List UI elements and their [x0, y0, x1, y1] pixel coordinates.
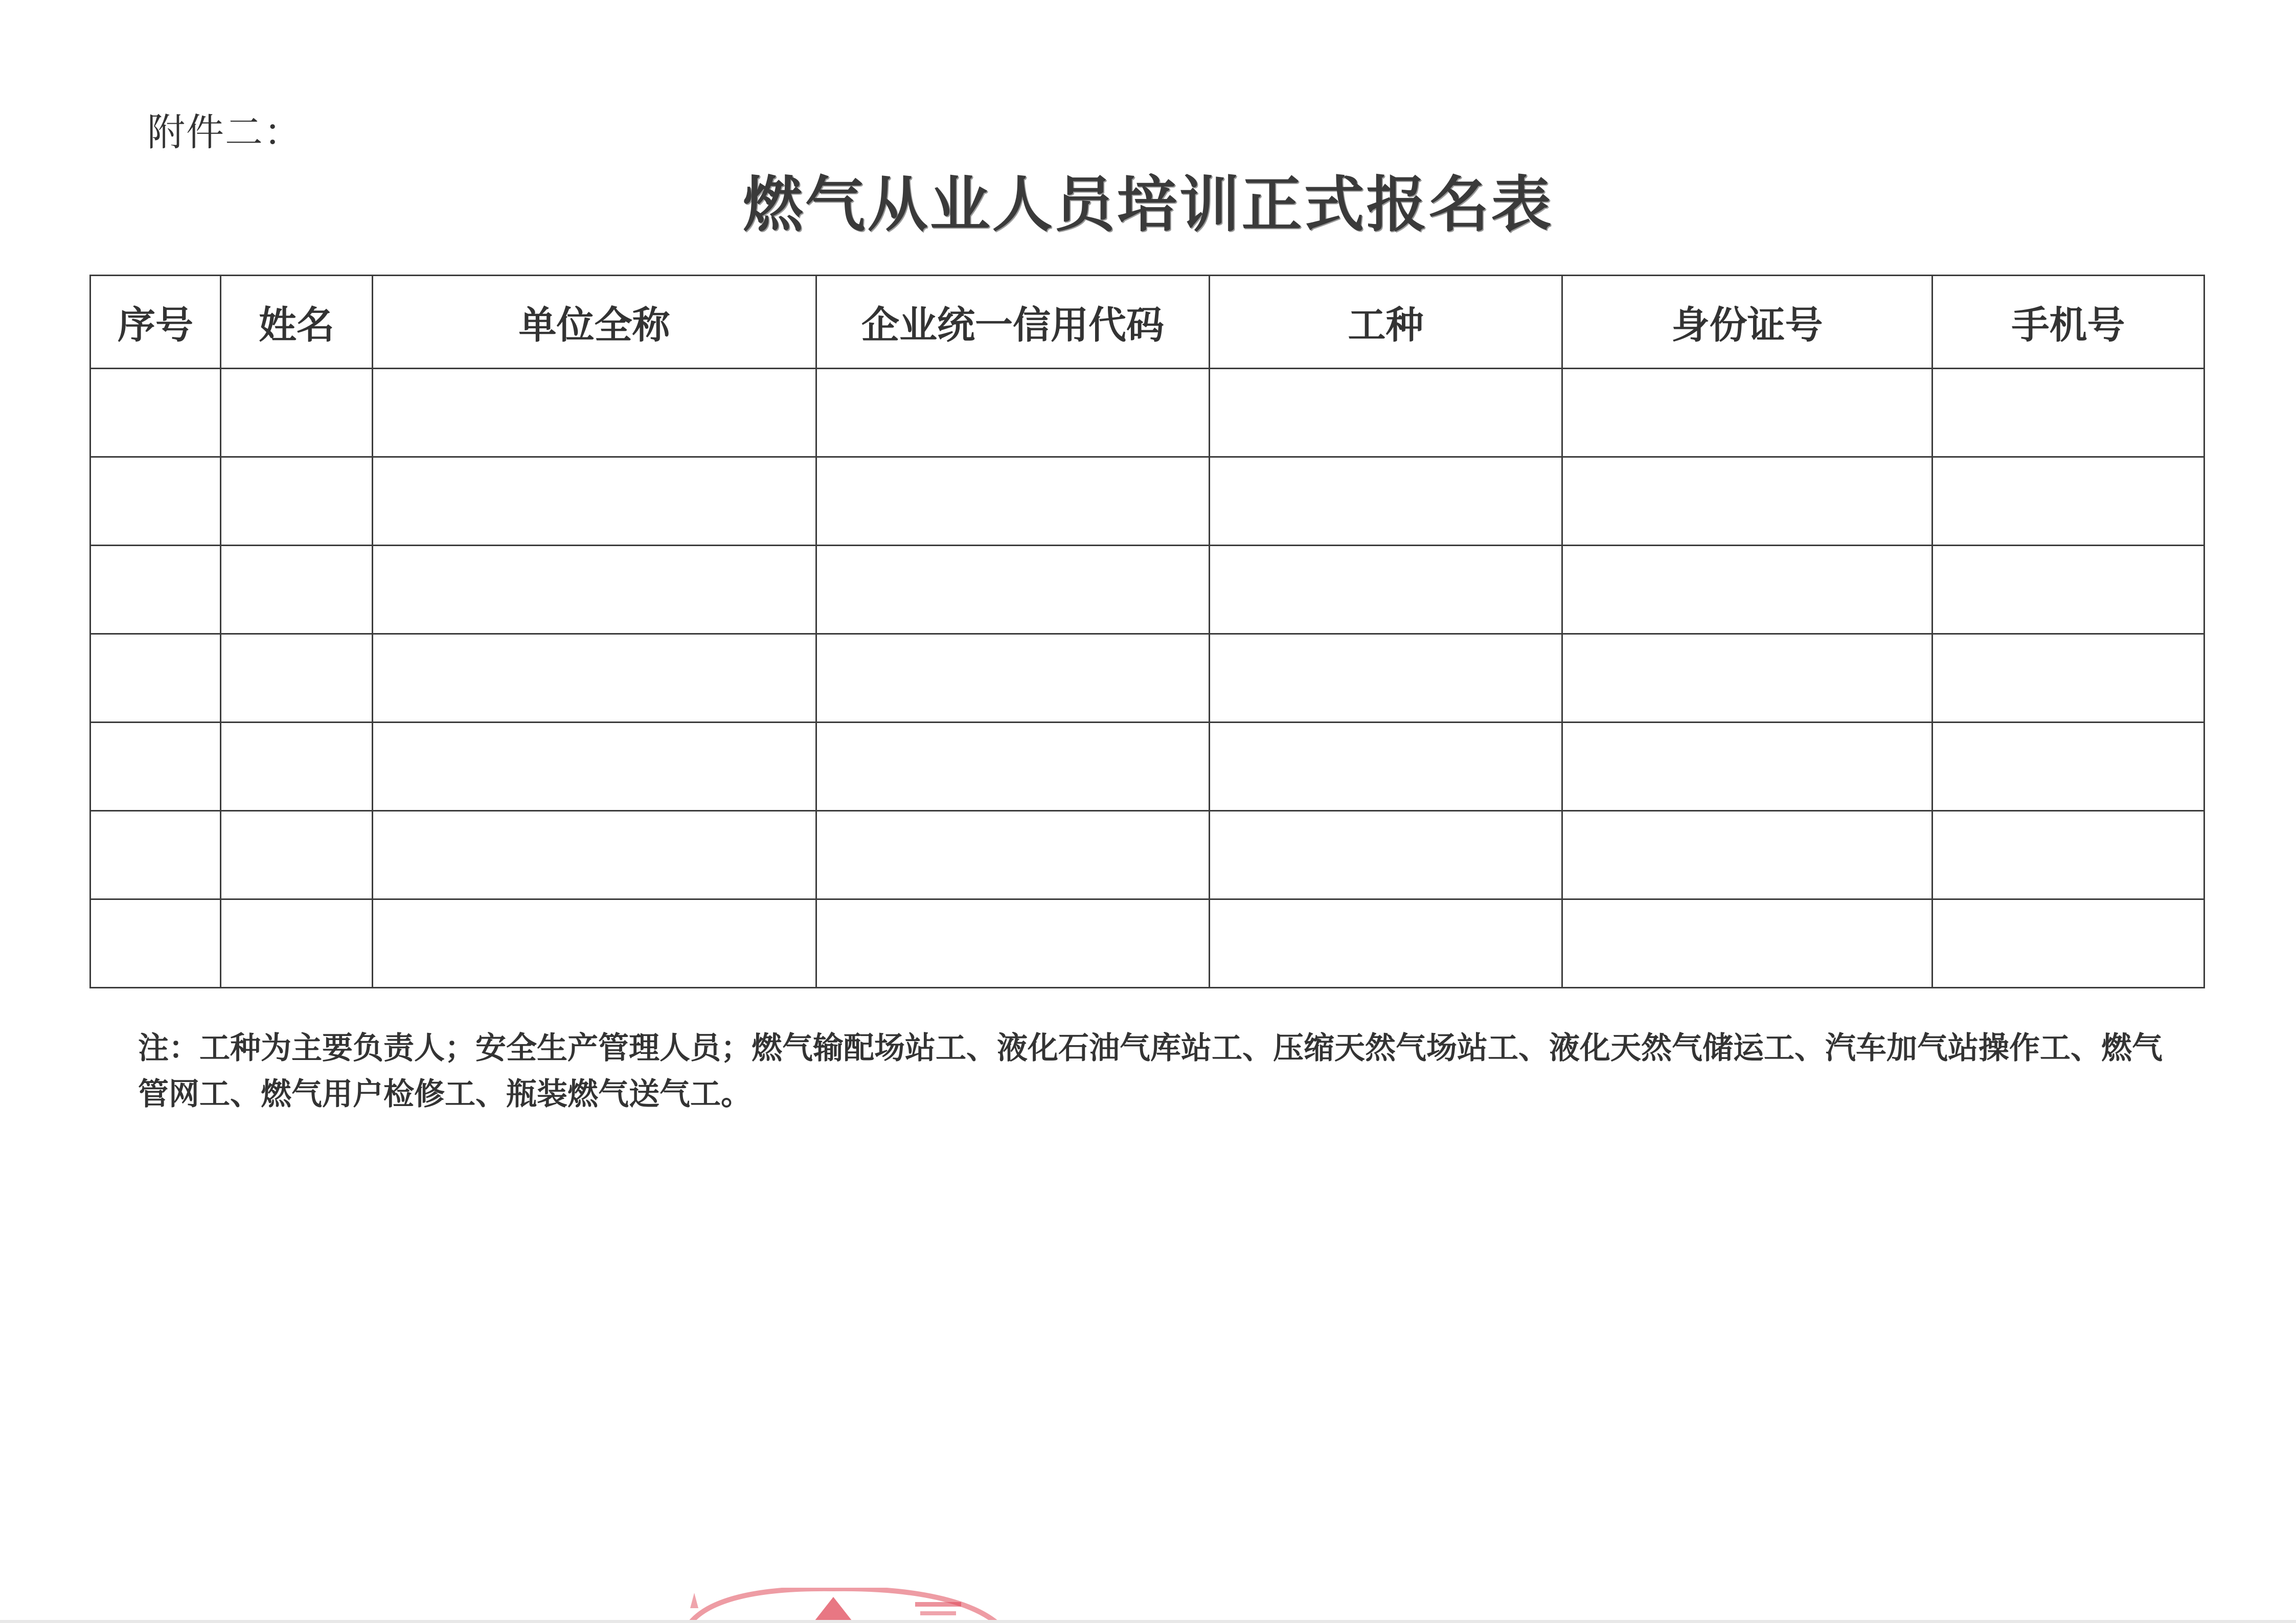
table-cell[interactable]	[1933, 899, 2204, 988]
header-company-name: 单位全称	[373, 276, 816, 369]
table-cell[interactable]	[816, 811, 1210, 899]
table-cell[interactable]	[1562, 369, 1933, 457]
table-cell[interactable]	[221, 811, 373, 899]
table-cell[interactable]	[221, 634, 373, 723]
table-cell[interactable]	[1210, 899, 1562, 988]
table-cell[interactable]	[373, 546, 816, 634]
table-cell[interactable]	[1933, 457, 2204, 546]
header-name: 姓名	[221, 276, 373, 369]
table-cell[interactable]	[1933, 723, 2204, 811]
table-cell[interactable]	[1210, 457, 1562, 546]
table-cell[interactable]	[373, 634, 816, 723]
table-cell[interactable]	[816, 723, 1210, 811]
table-cell[interactable]	[90, 546, 221, 634]
table-row	[90, 369, 2204, 457]
header-phone: 手机号	[1933, 276, 2204, 369]
table-row	[90, 634, 2204, 723]
table-cell[interactable]	[221, 369, 373, 457]
table-cell[interactable]	[1210, 369, 1562, 457]
table-row	[90, 546, 2204, 634]
header-id-number: 身份证号	[1562, 276, 1933, 369]
table-cell[interactable]	[373, 457, 816, 546]
table-cell[interactable]	[1933, 634, 2204, 723]
table-cell[interactable]	[1562, 899, 1933, 988]
table-cell[interactable]	[90, 723, 221, 811]
table-cell[interactable]	[90, 811, 221, 899]
table-cell[interactable]	[90, 369, 221, 457]
official-seal-stamp	[680, 1588, 1028, 1623]
header-serial-number: 序号	[90, 276, 221, 369]
attachment-label: 附件二：	[147, 110, 303, 154]
table-cell[interactable]	[90, 457, 221, 546]
registration-table	[89, 275, 2205, 988]
table-cell[interactable]	[1933, 811, 2204, 899]
table-cell[interactable]	[1562, 457, 1933, 546]
table-cell[interactable]	[90, 634, 221, 723]
table-cell[interactable]	[1562, 811, 1933, 899]
table-row	[90, 457, 2204, 546]
table-cell[interactable]	[816, 899, 1210, 988]
header-job-type: 工种	[1210, 276, 1562, 369]
table-cell[interactable]	[816, 546, 1210, 634]
table-cell[interactable]	[373, 369, 816, 457]
table-row	[90, 899, 2204, 988]
table-cell[interactable]	[90, 899, 221, 988]
registration-table-container	[89, 275, 2205, 988]
job-type-note: 注：工种为主要负责人；安全生产管理人员；燃气输配场站工、液化石油气库站工、压缩天然气场站工、液化天然气储运工、汽车加气站操作工、燃气管网工、燃气用户检修工、瓶装燃气送气工。	[138, 1030, 2163, 1112]
table-cell[interactable]	[221, 546, 373, 634]
table-row	[90, 811, 2204, 899]
scan-edge	[0, 1620, 2296, 1623]
table-cell[interactable]	[373, 811, 816, 899]
table-cell[interactable]	[1210, 723, 1562, 811]
table-cell[interactable]	[1933, 369, 2204, 457]
table-header-row	[90, 276, 2204, 369]
table-cell[interactable]	[1210, 546, 1562, 634]
table-cell[interactable]	[221, 457, 373, 546]
table-cell[interactable]	[1210, 634, 1562, 723]
table-cell[interactable]	[1562, 723, 1933, 811]
header-credit-code: 企业统一信用代码	[816, 276, 1210, 369]
table-cell[interactable]	[816, 634, 1210, 723]
table-cell[interactable]	[1562, 546, 1933, 634]
table-cell[interactable]	[1210, 811, 1562, 899]
form-title: 燃气从业人员培训正式报名表	[742, 169, 1554, 240]
table-cell[interactable]	[373, 723, 816, 811]
table-cell[interactable]	[373, 899, 816, 988]
table-cell[interactable]	[816, 457, 1210, 546]
table-cell[interactable]	[221, 899, 373, 988]
table-cell[interactable]	[1562, 634, 1933, 723]
table-row	[90, 723, 2204, 811]
table-cell[interactable]	[1933, 546, 2204, 634]
table-cell[interactable]	[816, 369, 1210, 457]
table-cell[interactable]	[221, 723, 373, 811]
